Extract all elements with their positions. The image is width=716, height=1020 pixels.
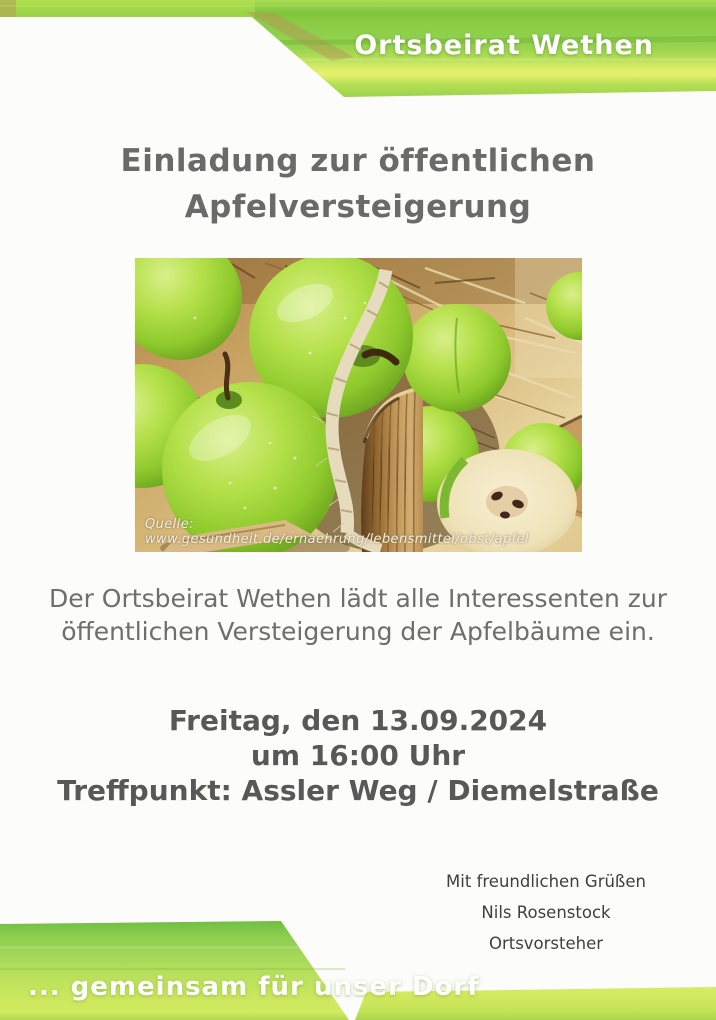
title-line-1: Einladung zur öffentlichen bbox=[120, 143, 596, 179]
intro-text bbox=[0, 582, 716, 648]
event-meeting-point: Treffpunkt: Assler Weg / Diemelstraße bbox=[57, 774, 659, 807]
bottom-banner-left-shape bbox=[0, 921, 349, 1020]
scan-streak bbox=[0, 5, 716, 7]
signature-name: Nils Rosenstock bbox=[481, 903, 611, 922]
intro-line-2: öffentlichen Versteigerung der Apfelbäume ein. bbox=[61, 617, 655, 646]
apple-stem bbox=[225, 354, 228, 398]
photo-source-caption: Quelle: www.gesundheit.de/ernaehrung/lebensmittel/obst/apfel bbox=[145, 517, 529, 547]
scan-streak bbox=[0, 946, 330, 949]
bottom-banner bbox=[0, 918, 716, 1020]
apples-photo bbox=[135, 258, 582, 552]
event-date: Freitag, den 13.09.2024 bbox=[168, 704, 548, 737]
village-slogan: ... gemeinsam für unser Dorf bbox=[28, 972, 480, 1002]
signature-closing: Mit freundlichen Grüßen bbox=[446, 872, 646, 891]
page-title bbox=[0, 138, 716, 230]
apples-photo-graphic bbox=[135, 258, 582, 552]
event-details bbox=[0, 703, 716, 808]
title-line-2: Apfelversteigerung bbox=[184, 189, 532, 225]
top-banner-corner-tint bbox=[0, 0, 16, 17]
event-time: um 16:00 Uhr bbox=[250, 739, 466, 772]
scan-streak bbox=[0, 968, 345, 970]
organization-name: Ortsbeirat Wethen bbox=[354, 30, 654, 61]
top-banner-strip bbox=[0, 0, 255, 17]
signature-title: Ortsvorsteher bbox=[488, 934, 604, 953]
intro-line-1: Der Ortsbeirat Wethen lädt alle Interessenten zur bbox=[48, 584, 668, 613]
